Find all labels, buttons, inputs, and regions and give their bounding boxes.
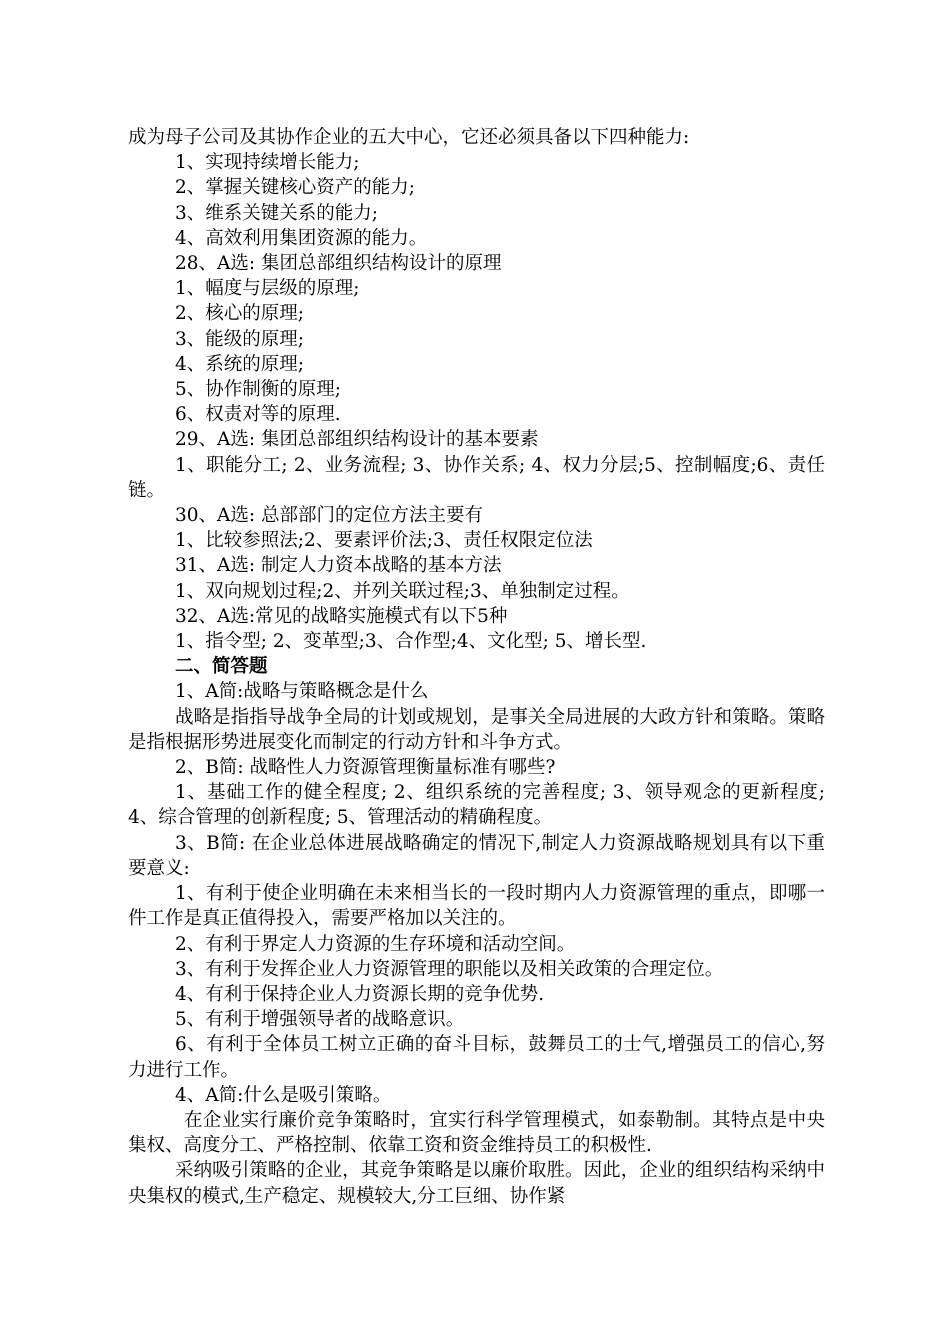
text-line: 1、有利于使企业明确在未来相当长的一段时期内人力资源管理的重点，即哪一件工作是真正值得投入，需要严格加以关注的。 bbox=[128, 883, 825, 930]
text-line: 3、B简: 在企业总体进展战略确定的情况下,制定人力资源战略规划具有以下重要意义: bbox=[128, 832, 825, 879]
text-line: 30、A选: 总部部门的定位方法主要有 bbox=[175, 505, 484, 527]
text-line: 1、基础工作的健全程度; 2、组织系统的完善程度; 3、领导观念的更新程度; 4、综合管理的创新程度; 5、管理活动的精确程度。 bbox=[128, 782, 825, 829]
text-line: 29、A选: 集团总部组织结构设计的基本要素 bbox=[175, 429, 539, 451]
text-line: 1、职能分工; 2、业务流程; 3、协作关系; 4、权力分层;5、控制幅度;6、责任链。 bbox=[128, 454, 825, 501]
text-line: 6、权责对等的原理. bbox=[175, 404, 341, 426]
text-line: 28、A选: 集团总部组织结构设计的原理 bbox=[175, 253, 502, 275]
text-line: 1、实现持续增长能力; bbox=[175, 152, 360, 174]
text-line: 5、有利于增强领导者的战略意识。 bbox=[175, 1009, 465, 1031]
text-line: 4、高效利用集团资源的能力。 bbox=[175, 227, 428, 249]
text-line: 1、双向规划过程;2、并列关联过程;3、单独制定过程。 bbox=[175, 580, 630, 602]
text-line: 1、比较参照法;2、要素评价法;3、责任权限定位法 bbox=[175, 530, 593, 552]
section-heading: 二、简答题 bbox=[175, 656, 268, 678]
text-line: 2、掌握关键核心资产的能力; bbox=[175, 177, 416, 199]
text-line: 1、幅度与层级的原理; bbox=[175, 278, 360, 300]
text-line: 战略是指指导战争全局的计划或规划，是事关全局进展的大政方针和策略。策略是指根据形势进展变化而制定的行动方针和斗争方式。 bbox=[128, 706, 825, 753]
text-line: 4、A简:什么是吸引策略。 bbox=[175, 1084, 392, 1106]
text-line: 2、B简: 战略性人力资源管理衡量标准有哪些? bbox=[175, 757, 556, 779]
text-line: 4、系统的原理; bbox=[175, 353, 305, 375]
text-line: 3、维系关键关系的能力; bbox=[175, 202, 379, 224]
text-line: 1、指令型; 2、变革型;3、合作型;4、文化型; 5、增长型. bbox=[175, 631, 647, 653]
text-line: 6、有利于全体员工树立正确的奋斗目标，鼓舞员工的士气,增强员工的信心,努力进行工作。 bbox=[128, 1034, 825, 1081]
text-line: 2、有利于界定人力资源的生存环境和活动空间。 bbox=[175, 933, 576, 955]
text-line: 1、A简:战略与策略概念是什么 bbox=[175, 681, 429, 703]
text-line: 采纳吸引策略的企业，其竞争策略是以廉价取胜。因此，企业的组织结构采纳中央集权的模式,生产稳定、规模较大,分工巨细、协作紧 bbox=[128, 1160, 825, 1207]
document-body bbox=[128, 125, 825, 1209]
text-line: 3、能级的原理; bbox=[175, 328, 305, 350]
text-line: 3、有利于发挥企业人力资源管理的职能以及相关政策的合理定位。 bbox=[175, 958, 724, 980]
text-line: 32、A选:常见的战略实施模式有以下5种 bbox=[175, 605, 508, 627]
text-line: 5、协作制衡的原理; bbox=[175, 379, 342, 401]
text-line: 在企业实行廉价竞争策略时，宜实行科学管理模式，如泰勒制。其特点是中央集权、高度分工、严格控制、依靠工资和资金维持员工的积极性. bbox=[128, 1109, 825, 1157]
text-line: 成为母子公司及其协作企业的五大中心，它还必须具备以下四种能力: bbox=[128, 127, 690, 148]
text-line: 2、核心的原理; bbox=[175, 303, 305, 325]
text-line: 4、有利于保持企业人力资源长期的竞争优势. bbox=[175, 983, 545, 1005]
text-line: 31、A选: 制定人力资本战略的基本方法 bbox=[175, 555, 502, 577]
